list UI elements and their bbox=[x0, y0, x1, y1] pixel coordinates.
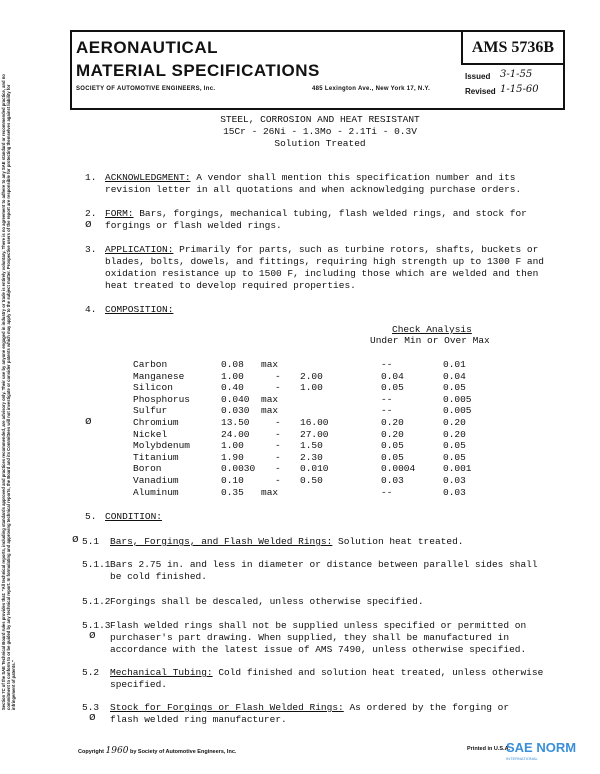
composition-min-cell: 13.50 bbox=[221, 417, 250, 428]
composition-element-cell: Carbon bbox=[133, 359, 168, 370]
composition-min-cell: 0.40 bbox=[221, 382, 244, 394]
composition-over-cell: 0.005 bbox=[443, 393, 472, 405]
subject-line1: STEEL, CORROSION AND HEAT RESISTANT bbox=[220, 114, 420, 125]
header-title-line1: AERONAUTICAL bbox=[76, 38, 218, 57]
section-4-title: COMPOSITION: bbox=[105, 304, 174, 315]
composition-element-cell: Nickel bbox=[133, 428, 168, 440]
issued-label: Issued bbox=[465, 72, 491, 81]
section-3-number: 3. bbox=[85, 244, 97, 255]
section-5-1-title: Bars, Forgings, and Flash Welded Rings: bbox=[110, 536, 333, 547]
section-5-1-change-mark: ø bbox=[72, 534, 79, 546]
composition-min-cell: 0.35 bbox=[221, 486, 244, 498]
composition-max-cell: max bbox=[261, 405, 279, 417]
section-5-1-3-change-mark: ø bbox=[89, 630, 96, 642]
composition-element-cell: Phosphorus bbox=[133, 393, 191, 405]
section-5-1-1-text2: be cold finished. bbox=[110, 571, 207, 582]
footer-copyright bbox=[78, 746, 236, 756]
composition-max-cell: 0.50 bbox=[300, 475, 323, 486]
composition-over-cell: 0.04 bbox=[443, 370, 466, 382]
footer-printed: Printed in U.S.A. bbox=[467, 746, 511, 752]
subject-line3: Solution Treated bbox=[274, 138, 366, 149]
composition-row bbox=[85, 405, 525, 417]
composition-over-cell: 0.20 bbox=[443, 428, 466, 440]
section-5-2-text2: specified. bbox=[110, 679, 168, 690]
composition-element-cell: Boron bbox=[133, 463, 162, 475]
composition-max-cell: max bbox=[261, 393, 279, 405]
composition-over-cell: 0.03 bbox=[443, 475, 466, 486]
composition-min-cell: 1.00 bbox=[221, 370, 244, 382]
composition-element-cell: Chromium bbox=[133, 417, 179, 428]
composition-under-cell: -- bbox=[381, 393, 393, 405]
side-disclaimer-text: Section 7C of the SAE Technical Board rules provides that: "All technical reports, including standards approved and practices recommended, are advisory only. Their use by anyone engaged in industry or trade is entirely voluntary. There is no agreement to adhere to any SAE standard or recommended practice, and no commitment to conform to or be guided by any technical report. In formulating and approving technical reports, the Board and its Committees will not investigate or consider patents which may apply to the subject matter. Prospective users of the report are responsible for protecting themselves against liability for infringement of patents." bbox=[1, 74, 16, 710]
composition-max-cell: max bbox=[261, 359, 279, 370]
composition-element-cell: Vanadium bbox=[133, 475, 179, 486]
section-5-number: 5. bbox=[85, 511, 97, 522]
composition-under-cell: 0.05 bbox=[381, 382, 404, 394]
composition-max-cell: max bbox=[261, 486, 279, 498]
composition-row bbox=[85, 440, 525, 452]
composition-over-cell: 0.01 bbox=[443, 359, 466, 370]
check-analysis-heading: Check Analysis bbox=[392, 324, 472, 335]
revised-label: Revised bbox=[465, 87, 496, 96]
composition-row bbox=[85, 382, 525, 394]
composition-under-cell: 0.03 bbox=[381, 475, 404, 486]
footer-copyright-year: 1960 bbox=[105, 746, 129, 756]
composition-row bbox=[85, 417, 525, 429]
composition-row bbox=[85, 371, 525, 383]
composition-row bbox=[85, 359, 525, 371]
section-5-3-change-mark: ø bbox=[89, 712, 96, 724]
section-1-number: 1. bbox=[85, 172, 97, 183]
section-5-2-number: 5.2 bbox=[82, 667, 100, 678]
section-5-1-number: 5.1 bbox=[82, 536, 100, 547]
section-5-1-2-text: Forgings shall be descaled, unless otherwise specified. bbox=[110, 596, 424, 607]
composition-min-cell: 0.08 bbox=[221, 359, 244, 370]
composition-min-cell: 24.00 bbox=[221, 428, 250, 440]
section-5-2-title: Mechanical Tubing: bbox=[110, 667, 213, 678]
composition-row bbox=[85, 487, 525, 499]
section-5-1-1-number: 5.1.1 bbox=[82, 559, 111, 570]
composition-sep-cell: - bbox=[275, 382, 281, 394]
composition-under-cell: 0.20 bbox=[381, 417, 404, 428]
composition-under-cell: 0.05 bbox=[381, 440, 404, 452]
composition-sep-cell: - bbox=[275, 463, 281, 475]
composition-min-cell: 0.030 bbox=[221, 405, 250, 417]
composition-element-cell: Sulfur bbox=[133, 405, 168, 417]
composition-element-cell: Manganese bbox=[133, 370, 185, 382]
composition-min-cell: 0.040 bbox=[221, 393, 250, 405]
society-address: 485 Lexington Ave., New York 17, N.Y. bbox=[312, 86, 431, 92]
section-2-number: 2. bbox=[85, 208, 97, 219]
section-5-3-text2: flash welded ring manufacturer. bbox=[110, 714, 287, 725]
composition-sep-cell: - bbox=[275, 440, 281, 452]
composition-over-cell: 0.03 bbox=[443, 486, 466, 498]
section-5-1-3-text2: purchaser's part drawing. When supplied, they shall be manufactured in bbox=[110, 632, 510, 643]
composition-row bbox=[85, 475, 525, 487]
section-4-number: 4. bbox=[85, 304, 97, 315]
composition-element-cell: Titanium bbox=[133, 451, 179, 463]
composition-max-cell: 16.00 bbox=[300, 417, 329, 428]
section-3-title: APPLICATION: bbox=[105, 244, 174, 255]
sae-norm-logo: SAE NORM bbox=[506, 740, 577, 755]
issued-date: 3-1-55 bbox=[500, 69, 533, 80]
composition-element-cell: Silicon bbox=[133, 382, 173, 394]
composition-over-cell: 0.05 bbox=[443, 440, 466, 452]
composition-under-cell: -- bbox=[381, 359, 393, 370]
section-3-text1: Primarily for parts, such as turbine rotors, shafts, buckets or bbox=[179, 244, 539, 255]
section-3-text4: heat treated to develop required properties. bbox=[105, 280, 356, 291]
section-1-title: ACKNOWLEDGMENT: bbox=[105, 172, 191, 183]
section-5-2-text1: Cold finished and solution heat treated, unless otherwise bbox=[218, 667, 544, 678]
composition-row bbox=[85, 463, 525, 475]
side-disclaimer bbox=[2, 70, 42, 710]
section-5-1-3-text3: accordance with the latest issue of AMS 7490, unless otherwise specified. bbox=[110, 644, 527, 655]
section-2-text1: Bars, forgings, mechanical tubing, flash welded rings, and stock for bbox=[139, 208, 527, 219]
footer-copyright-owner: by Society of Automotive Engineers, Inc. bbox=[129, 749, 237, 755]
composition-sep-cell: - bbox=[275, 417, 281, 428]
composition-sep-cell: - bbox=[275, 475, 281, 486]
section-2-title: FORM: bbox=[105, 208, 134, 219]
composition-min-cell: 1.00 bbox=[221, 440, 244, 452]
composition-row bbox=[85, 394, 525, 406]
composition-under-cell: 0.05 bbox=[381, 451, 404, 463]
composition-under-cell: 0.20 bbox=[381, 428, 404, 440]
composition-max-cell: 2.00 bbox=[300, 370, 323, 382]
composition-sep-cell: - bbox=[275, 451, 281, 463]
composition-element-cell: Molybdenum bbox=[133, 440, 191, 452]
composition-mark-cell: ø bbox=[85, 416, 92, 428]
composition-max-cell: 1.00 bbox=[300, 382, 323, 394]
section-5-3-title: Stock for Forgings or Flash Welded Rings: bbox=[110, 702, 344, 713]
revised-date: 1-15-60 bbox=[500, 84, 539, 95]
composition-element-cell: Aluminum bbox=[133, 486, 179, 498]
composition-min-cell: 0.0030 bbox=[221, 463, 256, 475]
composition-over-cell: 0.05 bbox=[443, 451, 466, 463]
section-5-title: CONDITION: bbox=[105, 511, 163, 522]
section-5-1-2-number: 5.1.2 bbox=[82, 596, 111, 607]
section-2-text2: forgings or flash welded rings. bbox=[105, 220, 282, 231]
composition-row bbox=[85, 429, 525, 441]
subject-line2: 15Cr - 26Ni - 1.3Mo - 2.1Ti - 0.3V bbox=[223, 126, 417, 137]
composition-max-cell: 27.00 bbox=[300, 428, 329, 440]
check-analysis-subheading: Under Min or Over Max bbox=[370, 335, 490, 346]
composition-under-cell: -- bbox=[381, 405, 393, 417]
footer-copyright-label: Copyright bbox=[78, 749, 104, 755]
section-3-text3: oxidation resistance up to 1500 F, including those which are welded and then bbox=[105, 268, 539, 279]
section-5-3-text1: As ordered by the forging or bbox=[349, 702, 510, 713]
sae-norm-logo-sub: INTERNATIONAL bbox=[506, 756, 538, 761]
composition-max-cell: 0.010 bbox=[300, 463, 329, 475]
composition-max-cell: 1.50 bbox=[300, 440, 323, 452]
composition-max-cell: 2.30 bbox=[300, 451, 323, 463]
composition-min-cell: 0.10 bbox=[221, 475, 244, 486]
composition-over-cell: 0.001 bbox=[443, 463, 472, 475]
composition-min-cell: 1.90 bbox=[221, 451, 244, 463]
composition-under-cell: 0.04 bbox=[381, 370, 404, 382]
composition-under-cell: -- bbox=[381, 486, 393, 498]
section-2-change-mark: ø bbox=[85, 219, 92, 231]
composition-under-cell: 0.0004 bbox=[381, 463, 416, 475]
spec-number: AMS 5736B bbox=[461, 32, 563, 65]
section-5-1-1-text1: Bars 2.75 in. and less in diameter or distance between parallel sides shall bbox=[110, 559, 538, 570]
composition-row bbox=[85, 452, 525, 464]
composition-sep-cell: - bbox=[275, 370, 281, 382]
society-name: SOCIETY OF AUTOMOTIVE ENGINEERS, Inc. bbox=[76, 86, 216, 92]
composition-over-cell: 0.005 bbox=[443, 405, 472, 417]
section-5-3-number: 5.3 bbox=[82, 702, 100, 713]
section-1-text1: A vendor shall mention this specification number and its bbox=[196, 172, 516, 183]
section-5-1-3-text1: Flash welded rings shall not be supplied unless specified or permitted on bbox=[110, 620, 527, 631]
header-title-line2: MATERIAL SPECIFICATIONS bbox=[76, 61, 320, 80]
composition-sep-cell: - bbox=[275, 428, 281, 440]
section-5-1-text: Solution heat treated. bbox=[338, 536, 464, 547]
composition-over-cell: 0.20 bbox=[443, 417, 466, 428]
section-5-1-3-number: 5.1.3 bbox=[82, 620, 111, 631]
section-3-text2: blades, bolts, dowels, and fittings, requiring high strength up to 1300 F and bbox=[105, 256, 544, 267]
section-1-text2: revision letter in all quotations and when acknowledging purchase orders. bbox=[105, 184, 522, 195]
composition-over-cell: 0.05 bbox=[443, 382, 466, 394]
